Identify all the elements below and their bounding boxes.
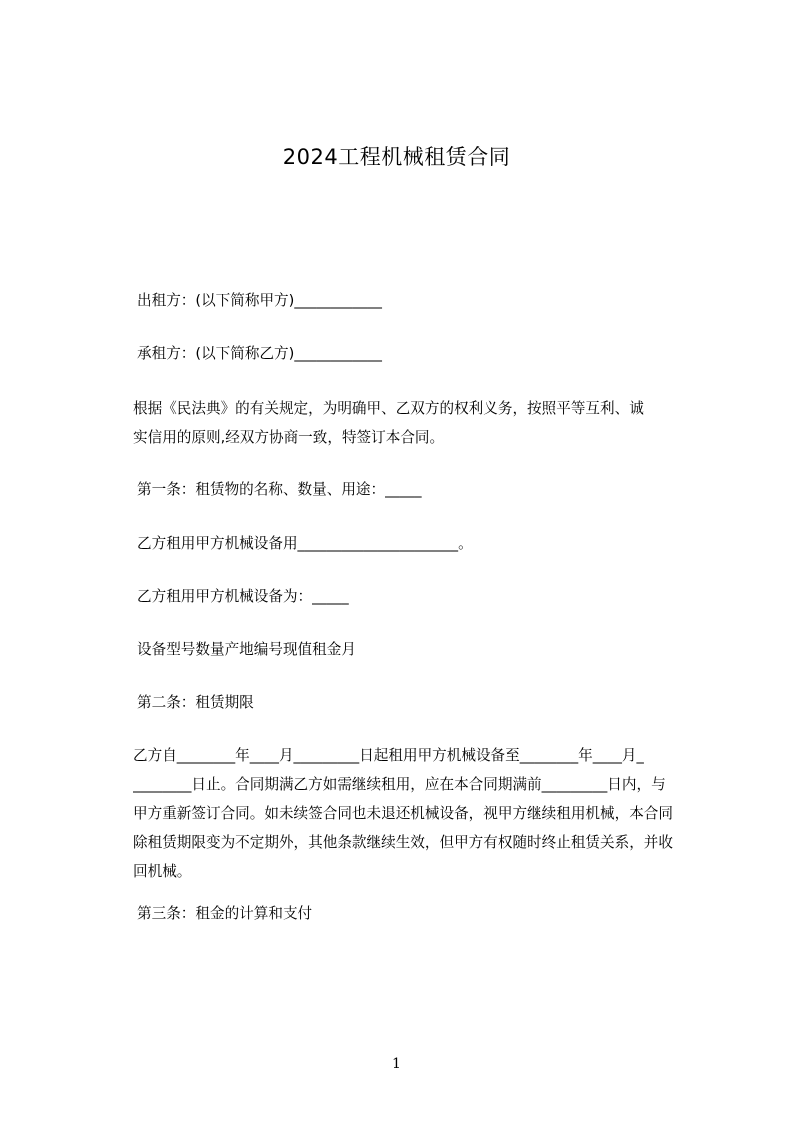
preamble-line-1: 根据《民法典》的有关规定，为明确甲、乙双方的权利义务，按照平等互利、诚 (133, 400, 644, 417)
lessee-line: 承租方：(以下简称乙方)____________ (137, 345, 382, 362)
article-2-line-4: 除租赁期限变为不定期外，其他条款继续生效，但甲方有权随时终止租赁关系，并收 (133, 834, 673, 851)
preamble-line-2: 实信用的原则,经双方协商一致，特签订本合同。 (133, 429, 445, 446)
article-3-heading: 第三条：租金的计算和支付 (137, 905, 313, 922)
lessor-line: 出租方：(以下简称甲方)____________ (137, 292, 382, 309)
article-2-line-3: 甲方重新签订合同。如未续签合同也未退还机械设备，视甲方继续租用机械，本合同 (133, 805, 673, 822)
article-2-heading: 第二条：租赁期限 (137, 694, 254, 711)
article-1-heading: 第一条：租赁物的名称、数量、用途：_____ (137, 481, 422, 498)
article-1-equipment-line: 乙方租用甲方机械设备为：_____ (137, 588, 349, 605)
article-1-usage-line: 乙方租用甲方机械设备用______________________。 (137, 535, 473, 552)
article-2-paragraph (133, 741, 703, 886)
article-2-line-1: 乙方自________年____月_________日起租用甲方机械设备至________年____月_ (133, 747, 644, 764)
page-number: 1 (392, 1056, 401, 1072)
document-title: 2024工程机械租赁合同 (282, 145, 511, 169)
preamble-paragraph (133, 394, 699, 452)
article-2-line-2: ________日止。合同期满乙方如需继续租用，应在本合同期满前_________日内，与 (133, 776, 666, 793)
article-2-line-5: 回机械。 (133, 863, 192, 880)
article-1-equipment-columns: 设备型号数量产地编号现值租金月 (137, 641, 356, 658)
